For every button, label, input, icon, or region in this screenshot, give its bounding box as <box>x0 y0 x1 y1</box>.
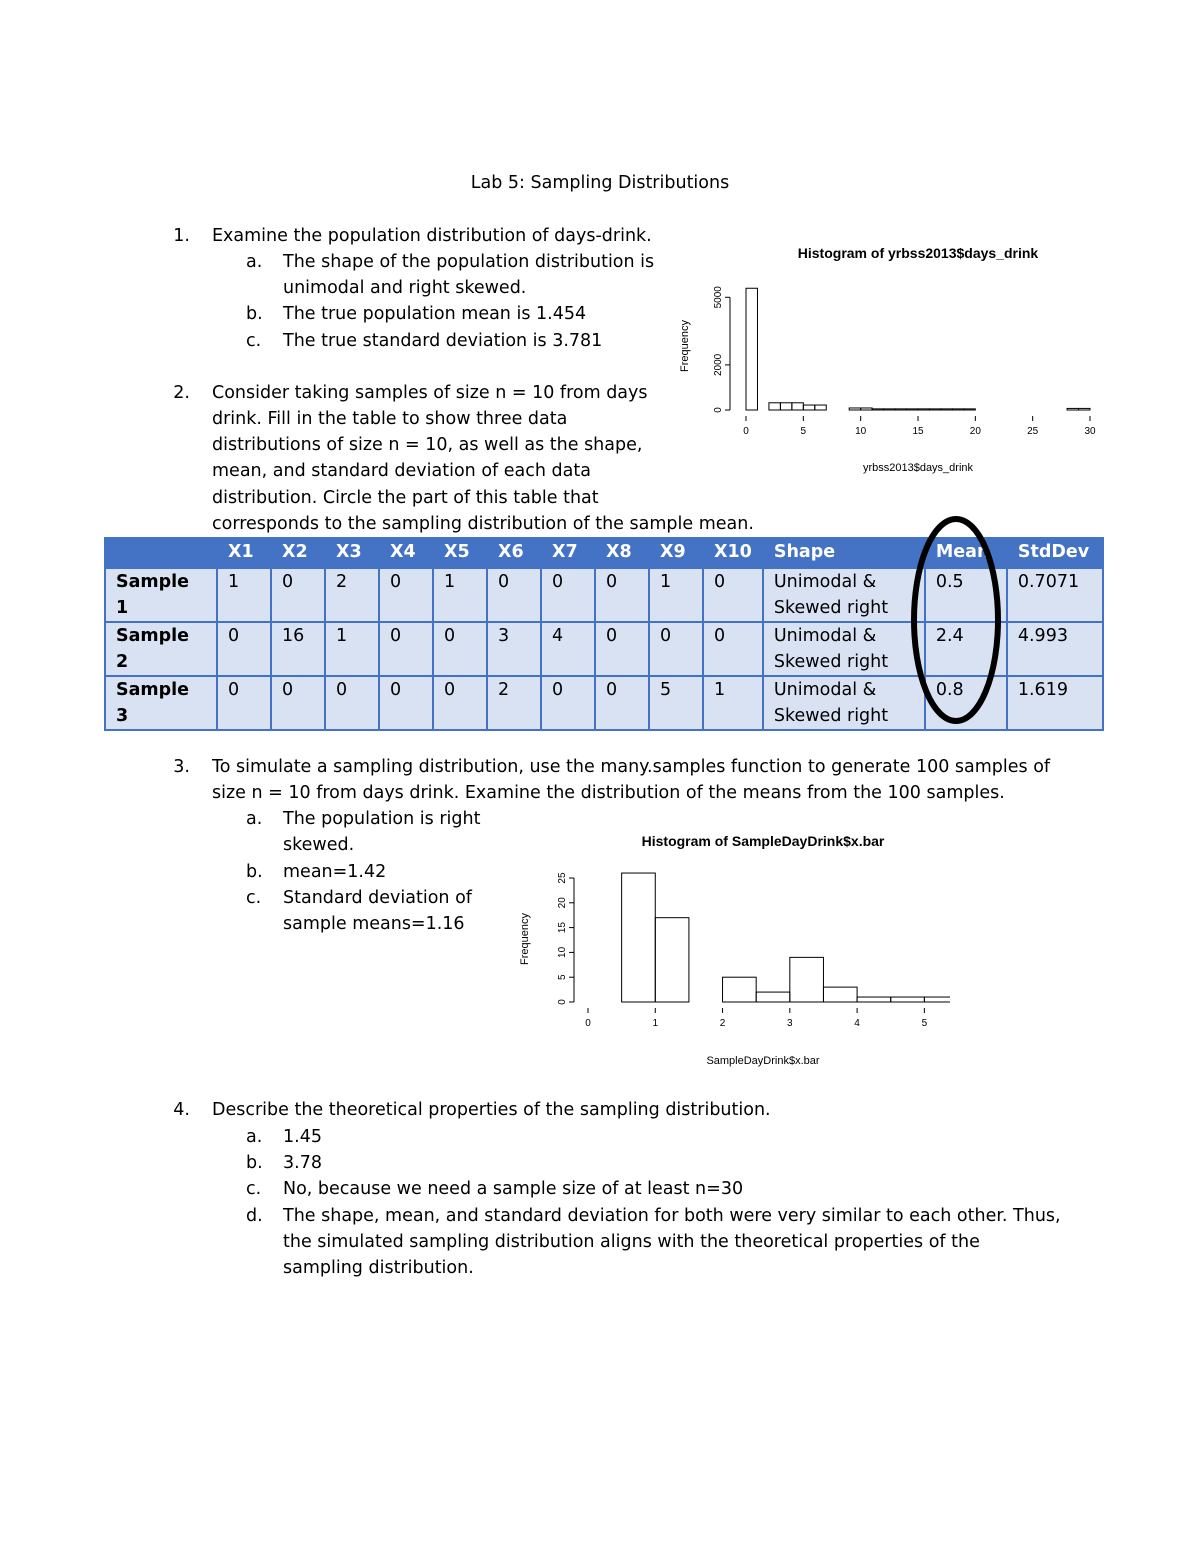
x-tick-label: 20 <box>969 426 981 437</box>
table-cell: 0 <box>217 676 271 730</box>
q4-text: Describe the theoretical properties of the sampling distribution. <box>212 1100 771 1120</box>
row-label: Sample 3 <box>105 676 217 730</box>
q4c-label: c. <box>246 1179 262 1199</box>
table-cell: 2 <box>487 676 541 730</box>
y-tick-label: 2000 <box>713 353 724 377</box>
q3c-line2: sample means=1.16 <box>283 914 465 934</box>
q1a-line1: The shape of the population distribution is <box>283 252 655 272</box>
histogram-bar <box>790 957 824 1002</box>
q2-line: Consider taking samples of size n = 10 from days <box>212 383 648 403</box>
y-tick-label: 20 <box>557 897 568 909</box>
sample-table <box>104 537 1104 731</box>
y-tick-label: 5000 <box>713 286 724 309</box>
days-drink-histogram <box>670 238 1110 483</box>
sample-means-histogram <box>510 826 950 1071</box>
stddev-cell: 1.619 <box>1007 676 1103 730</box>
x-tick-label: 25 <box>1027 426 1039 437</box>
table-cell: 4 <box>541 622 595 676</box>
x-tick-label: 10 <box>855 426 867 437</box>
q4b-label: b. <box>246 1153 263 1173</box>
table-cell: 5 <box>649 676 703 730</box>
table-row <box>105 676 1103 730</box>
table-cell: 0 <box>595 676 649 730</box>
mean-cell: 2.4 <box>925 622 1007 676</box>
mean-cell: 0.5 <box>925 568 1007 622</box>
q4d-line2: the simulated sampling distribution aligns with the theoretical properties of the <box>283 1232 980 1252</box>
histogram-bar <box>857 997 891 1002</box>
table-cell: 0 <box>649 622 703 676</box>
histogram-bar <box>815 405 826 410</box>
histogram-bar <box>872 409 883 410</box>
table-cell: 0 <box>271 676 325 730</box>
shape-cell: Unimodal & Skewed right <box>763 568 925 622</box>
chart2-title: Histogram of SampleDayDrink$x.bar <box>641 833 885 849</box>
chart1-xlabel: yrbss2013$days_drink <box>862 462 974 474</box>
q1a-line2: unimodal and right skewed. <box>283 278 527 298</box>
q3c-line1: Standard deviation of <box>283 888 472 908</box>
table-row <box>105 568 1103 622</box>
table-cell: 1 <box>433 568 487 622</box>
histogram-bar <box>780 403 791 410</box>
chart1-title: Histogram of yrbss2013$days_drink <box>797 245 1039 261</box>
x-tick-label: 0 <box>585 1018 591 1029</box>
header-cell: X6 <box>487 538 541 568</box>
histogram-bar <box>907 409 918 410</box>
table-row <box>105 622 1103 676</box>
q3c-label: c. <box>246 888 262 908</box>
x-tick-label: 5 <box>800 426 807 437</box>
q1b-text: The true population mean is 1.454 <box>283 304 587 324</box>
y-tick-label: 25 <box>557 872 568 884</box>
histogram-bar <box>823 987 857 1002</box>
table-cell: 0 <box>595 568 649 622</box>
chart1-ylabel: Frequency <box>679 320 691 372</box>
mean-cell: 0.8 <box>925 676 1007 730</box>
table-cell: 1 <box>325 622 379 676</box>
q4c-text: No, because we need a sample size of at least n=30 <box>283 1179 744 1199</box>
histogram-bar <box>895 409 906 410</box>
histogram-bar <box>941 409 952 410</box>
histogram-bar <box>1079 408 1090 410</box>
q1c-text: The true standard deviation is 3.781 <box>283 331 603 351</box>
q4d-label: d. <box>246 1206 263 1226</box>
table-cell: 0 <box>379 622 433 676</box>
histogram-bar <box>723 977 757 1002</box>
table-cell: 1 <box>703 676 763 730</box>
header-cell: X8 <box>595 538 649 568</box>
x-tick-label: 1 <box>652 1018 659 1029</box>
histogram-bar <box>891 997 925 1002</box>
q1b-label: b. <box>246 304 263 324</box>
y-tick-label: 15 <box>557 922 568 934</box>
q1a-label: a. <box>246 252 263 272</box>
header-cell: Mean <box>925 538 1007 568</box>
y-tick-label: 5 <box>557 974 568 980</box>
histogram-bar <box>964 409 975 410</box>
q3-number: 3. <box>173 757 190 777</box>
q2-line: distribution. Circle the part of this table that <box>212 488 599 508</box>
x-tick-label: 3 <box>787 1018 793 1029</box>
header-cell: X2 <box>271 538 325 568</box>
q3b-text: mean=1.42 <box>283 862 387 882</box>
q3a-line2: skewed. <box>283 835 355 855</box>
x-tick-label: 0 <box>743 426 749 437</box>
table-cell: 0 <box>541 568 595 622</box>
histogram-bar <box>924 997 950 1002</box>
x-tick-label: 15 <box>912 426 924 437</box>
q4d-line3: sampling distribution. <box>283 1258 474 1278</box>
table-cell: 0 <box>703 568 763 622</box>
header-cell: X5 <box>433 538 487 568</box>
histogram-bar <box>861 408 872 410</box>
header-cell: StdDev <box>1007 538 1103 568</box>
q4b-text: 3.78 <box>283 1153 322 1173</box>
header-cell: X1 <box>217 538 271 568</box>
header-cell: X10 <box>703 538 763 568</box>
x-tick-label: 4 <box>854 1018 860 1029</box>
page-title: Lab 5: Sampling Distributions <box>470 173 730 193</box>
q1c-label: c. <box>246 331 262 351</box>
table-cell: 0 <box>379 676 433 730</box>
x-tick-label: 5 <box>921 1018 928 1029</box>
histogram-bar <box>622 873 656 1002</box>
histogram-bar <box>849 408 860 410</box>
histogram-bar <box>746 288 757 410</box>
header-cell: X3 <box>325 538 379 568</box>
y-tick-label: 0 <box>713 407 724 413</box>
q4a-text: 1.45 <box>283 1127 322 1147</box>
table-cell: 3 <box>487 622 541 676</box>
q2-line: drink. Fill in the table to show three data <box>212 409 568 429</box>
table-cell: 0 <box>595 622 649 676</box>
histogram-bar <box>1067 408 1078 410</box>
table-cell: 0 <box>325 676 379 730</box>
table-cell: 1 <box>649 568 703 622</box>
histogram-bar <box>929 409 940 410</box>
q1-number: 1. <box>173 226 190 246</box>
table-cell: 0 <box>703 622 763 676</box>
histogram-bar <box>803 405 814 410</box>
histogram-bar <box>769 403 780 410</box>
table-cell: 0 <box>217 622 271 676</box>
q3a-line1: The population is right <box>283 809 481 829</box>
y-tick-label: 0 <box>557 999 568 1005</box>
row-label: Sample 2 <box>105 622 217 676</box>
q4d-line1: The shape, mean, and standard deviation for both were very similar to each other. Thus, <box>283 1206 1061 1226</box>
shape-cell: Unimodal & Skewed right <box>763 622 925 676</box>
histogram-bar <box>952 409 963 410</box>
stddev-cell: 4.993 <box>1007 622 1103 676</box>
y-tick-label: 10 <box>557 946 568 958</box>
q3-line2: size n = 10 from days drink. Examine the distribution of the means from the 100 samples. <box>212 783 1005 803</box>
row-label: Sample 1 <box>105 568 217 622</box>
x-tick-label: 30 <box>1084 426 1096 437</box>
table-cell: 2 <box>325 568 379 622</box>
histogram-bar <box>792 403 803 410</box>
q2-line: corresponds to the sampling distribution of the sample mean. <box>212 514 754 534</box>
q4a-label: a. <box>246 1127 263 1147</box>
table-cell: 0 <box>433 676 487 730</box>
histogram-bar <box>756 992 790 1002</box>
table-cell: 0 <box>541 676 595 730</box>
header-cell: X9 <box>649 538 703 568</box>
histogram-bar <box>918 409 929 410</box>
shape-cell: Unimodal & Skewed right <box>763 676 925 730</box>
table-header-row <box>105 538 1103 568</box>
header-cell: X7 <box>541 538 595 568</box>
header-cell <box>105 538 217 568</box>
q2-line: mean, and standard deviation of each data <box>212 461 591 481</box>
q2-number: 2. <box>173 383 190 403</box>
q2-line: distributions of size n = 10, as well as the shape, <box>212 435 643 455</box>
table-cell: 1 <box>217 568 271 622</box>
q3-line1: To simulate a sampling distribution, use the many.samples function to generate 100 samples of <box>212 757 1051 777</box>
q4-number: 4. <box>173 1100 190 1120</box>
table-cell: 0 <box>271 568 325 622</box>
table-cell: 16 <box>271 622 325 676</box>
stddev-cell: 0.7071 <box>1007 568 1103 622</box>
table-cell: 0 <box>487 568 541 622</box>
table-cell: 0 <box>433 622 487 676</box>
chart2-ylabel: Frequency <box>519 913 531 965</box>
table-cell: 0 <box>379 568 433 622</box>
q1-text: Examine the population distribution of days-drink. <box>212 226 652 246</box>
chart2-xlabel: SampleDayDrink$x.bar <box>706 1055 820 1067</box>
q3b-label: b. <box>246 862 263 882</box>
header-cell: Shape <box>763 538 925 568</box>
histogram-bar <box>884 409 895 410</box>
histogram-bar <box>655 918 689 1002</box>
header-cell: X4 <box>379 538 433 568</box>
q3a-label: a. <box>246 809 263 829</box>
x-tick-label: 2 <box>719 1018 726 1029</box>
